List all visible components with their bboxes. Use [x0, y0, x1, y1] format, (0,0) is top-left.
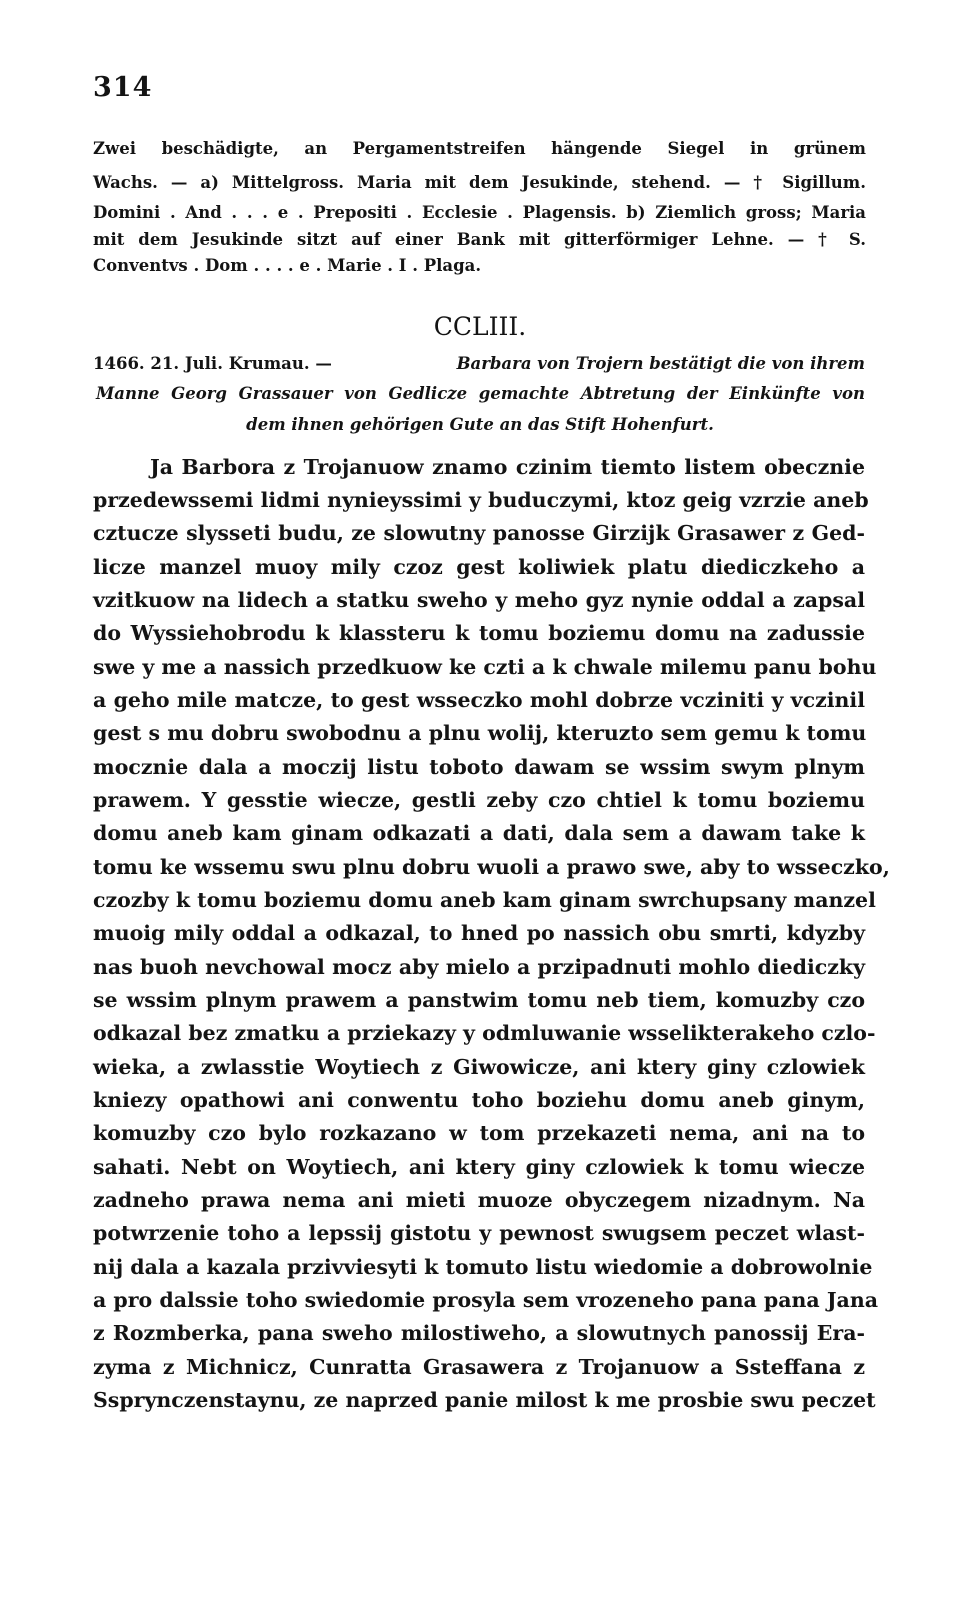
body-line: licze manzel muoy mily czoz gest koliwiek platu diediczkeho a [93, 555, 865, 579]
document-number: CCLIII. [433, 312, 527, 341]
seal-description-line: Zwei beschädigte, an Pergamentstreifen hängende Siegel in grünem [93, 139, 866, 158]
regest-line: dem ihnen gehörigen Gute an das Stift Hohenfurt. [246, 415, 714, 434]
body-line: kniezy opathowi ani conwentu toho boziehu domu aneb ginym, [93, 1088, 865, 1112]
body-line: nij dala a kazala przivviesyti k tomuto listu wiedomie a dobrowolnie [93, 1255, 873, 1279]
body-line: domu aneb kam ginam odkazati a dati, dala sem a dawam take k [93, 821, 865, 845]
regest-date-place: 1466. 21. Juli. Krumau. — [93, 354, 332, 373]
body-line: Ssprynczenstaynu, ze naprzed panie milost k me prosbie swu peczet [93, 1388, 876, 1412]
body-line: vzitkuow na lidech a statku sweho y meho gyz nynie oddal a zapsal [93, 588, 865, 612]
seal-description-line: Domini . And . . . e . Prepositi . Ecclesie . Plagensis. b) Ziemlich gross; Maria [93, 203, 866, 222]
seal-description-line: Conventvs . Dom . . . . e . Marie . I . Plaga. [93, 256, 482, 275]
body-line: czozby k tomu boziemu domu aneb kam ginam swrchupsany manzel [93, 888, 876, 912]
body-line: sahati. Nebt on Woytiech, ani ktery giny czlowiek k tomu wiecze [93, 1155, 865, 1179]
body-line: zyma z Michnicz, Cunratta Grasawera z Trojanuow a Ssteffana z [93, 1355, 865, 1379]
regest-text: Barbara von Trojern bestätigt die von ihrem [456, 354, 865, 373]
body-line: cztucze slysseti budu, ze slowutny panosse Girzijk Grasawer z Ged- [93, 521, 865, 545]
body-line: muoig mily oddal a odkazal, to hned po nassich obu smrti, kdyzby [93, 921, 865, 945]
body-line: swe y me a nassich przedkuow ke czti a k chwale milemu panu bohu [93, 655, 877, 679]
body-line: prawem. Y gesstie wiecze, gestli zeby czo chtiel k tomu boziemu [93, 788, 865, 812]
body-line: gest s mu dobru swobodnu a plnu wolij, kteruzto sem gemu k tomu [93, 721, 867, 745]
body-line: przedewssemi lidmi nynieyssimi y buduczymi, ktoz geig vzrzie aneb [93, 488, 869, 512]
body-line: z Rozmberka, pana sweho milostiweho, a slowutnych panossij Era- [93, 1321, 865, 1345]
body-line: potwrzenie toho a lepssij gistotu y pewnost swugsem peczet wlast- [93, 1221, 865, 1245]
body-line: se wssim plnym prawem a panstwim tomu neb tiem, komuzby czo [93, 988, 865, 1012]
body-line: a geho mile matcze, to gest wsseczko mohl dobrze vcziniti y vczinil [93, 688, 865, 712]
body-line: mocznie dala a moczij listu toboto dawam se wssim swym plnym [93, 755, 865, 779]
body-line: nas buoh nevchowal mocz aby mielo a przipadnuti mohlo diediczky [93, 955, 865, 979]
regest-line [93, 356, 865, 373]
body-line: Ja Barbora z Trojanuow znamo czinim tiemto listem obecznie [150, 455, 865, 479]
body-line: wieka, a zwlasstie Woytiech z Giwowicze, ani ktery giny czlowiek [93, 1055, 865, 1079]
regest-line: Manne Georg Grassauer von Gedlicze gemachte Abtretung der Einkünfte von [96, 384, 865, 403]
body-line: a pro dalssie toho swiedomie prosyla sem vrozeneho pana pana Jana [93, 1288, 879, 1312]
body-line: do Wyssiehobrodu k klassteru k tomu boziemu domu na zadussie [93, 621, 865, 645]
body-line: odkazal bez zmatku a prziekazy y odmluwanie wsselikterakeho czlo- [93, 1021, 876, 1045]
page-number: 314 [93, 72, 153, 103]
body-line: komuzby czo bylo rozkazano w tom przekazeti nema, ani na to [93, 1121, 865, 1145]
seal-description-line: Wachs. — a) Mittelgross. Maria mit dem Jesukinde, stehend. — † Sigillum. [93, 173, 866, 192]
seal-description-line: mit dem Jesukinde sitzt auf einer Bank mit gitterförmiger Lehne. — † S. [93, 230, 866, 249]
body-line: tomu ke wssemu swu plnu dobru wuoli a prawo swe, aby to wsseczko, [93, 855, 890, 879]
body-line: zadneho prawa nema ani mieti muoze obyczegem nizadnym. Na [93, 1188, 865, 1212]
